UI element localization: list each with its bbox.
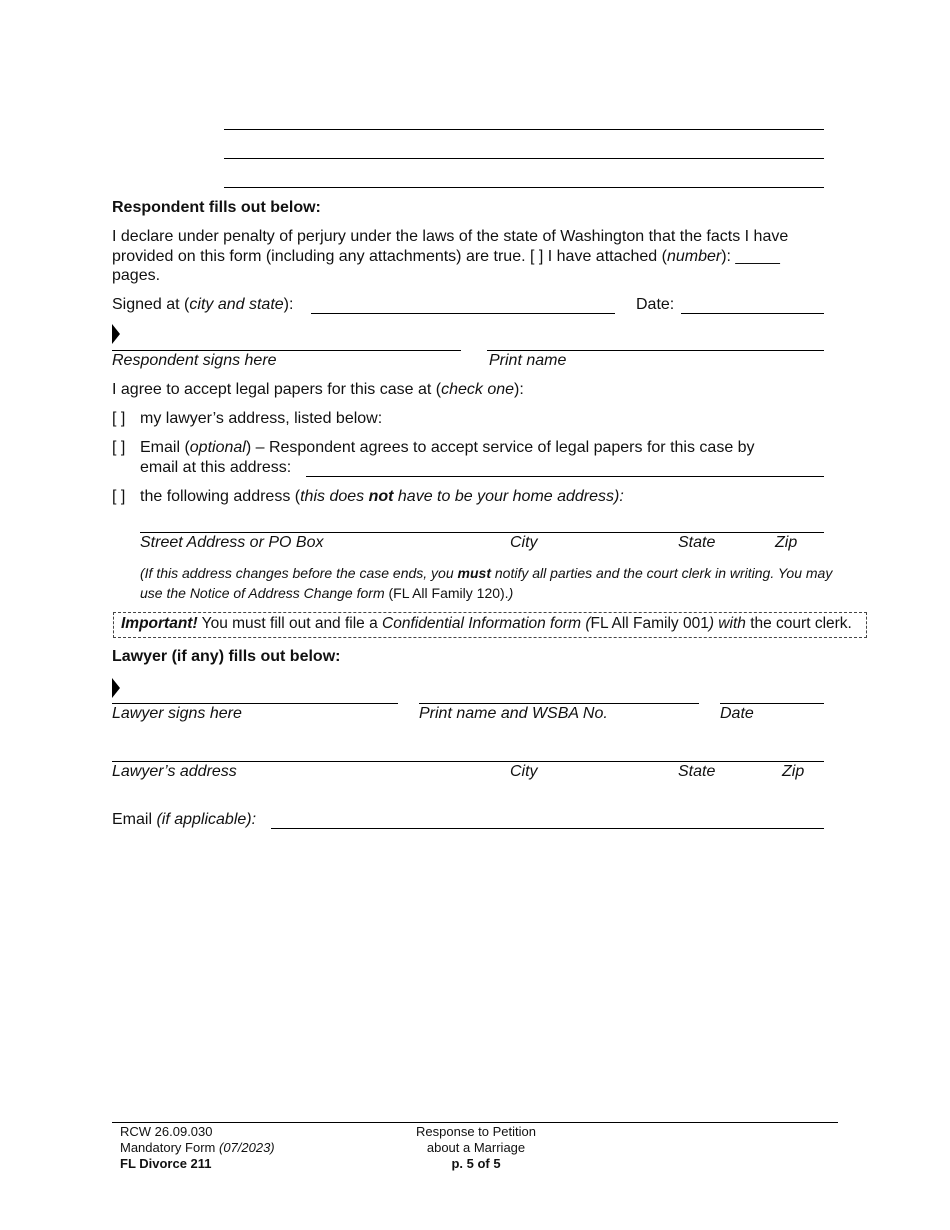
city-label: City: [510, 534, 538, 551]
footer-mandatory: Mandatory Form (07/2023): [120, 1140, 275, 1155]
lawyer-state-label: State: [678, 763, 716, 780]
address-change-note-line-1: (If this address changes before the case ends, you must notify all parties and the court clerk in writing. You may: [140, 565, 833, 581]
blank-line-2[interactable]: [224, 158, 824, 159]
respondent-signature-field[interactable]: [112, 350, 461, 351]
checkbox-following-address[interactable]: [ ]: [112, 488, 126, 505]
lawyer-address-field[interactable]: [112, 761, 824, 762]
checkbox-email[interactable]: [ ]: [112, 439, 126, 456]
sign-here-arrow-icon: [112, 324, 120, 344]
lawyer-signature-field[interactable]: [112, 703, 398, 704]
declaration-line-2: provided on this form (including any attachments) are true. [ ] I have attached (number): _____: [112, 248, 780, 265]
option-following-address: the following address (this does not have to be your home address):: [140, 488, 624, 505]
footer-rule: [112, 1122, 838, 1123]
footer-form-id: FL Divorce 211: [120, 1156, 212, 1171]
service-email-field[interactable]: [306, 476, 824, 477]
lawyer-zip-label: Zip: [782, 763, 805, 780]
service-intro: I agree to accept legal papers for this case at (check one):: [112, 381, 524, 398]
date-field[interactable]: [681, 313, 824, 314]
declaration-line-3: pages.: [112, 267, 161, 284]
option-email-line-2: email at this address:: [140, 459, 292, 476]
lawyer-signs-here-label: Lawyer signs here: [112, 705, 242, 722]
date-label: Date:: [636, 296, 675, 313]
lawyer-print-name-field[interactable]: [419, 703, 699, 704]
lawyer-date-label: Date: [720, 705, 754, 722]
declaration-line-1: I declare under penalty of perjury under the laws of the state of Washington that the facts I have: [112, 228, 789, 245]
signed-at-field[interactable]: [311, 313, 615, 314]
important-notice-text: Important! You must fill out and file a Confidential Information form (FL All Family 001) with the court clerk.: [121, 615, 852, 632]
lawyer-print-name-label: Print name and WSBA No.: [419, 705, 608, 722]
lawyer-heading: Lawyer (if any) fills out below:: [112, 648, 341, 665]
footer-title-1: Response to Petition: [416, 1124, 536, 1139]
lawyer-date-field[interactable]: [720, 703, 824, 704]
option-lawyer-address: my lawyer’s address, listed below:: [140, 410, 383, 427]
state-label: State: [678, 534, 716, 551]
blank-line-3[interactable]: [224, 187, 824, 188]
lawyer-address-label: Lawyer’s address: [112, 763, 237, 780]
respondent-print-name-field[interactable]: [487, 350, 824, 351]
lawyer-city-label: City: [510, 763, 538, 780]
respondent-print-name-label: Print name: [489, 352, 567, 369]
respondent-heading: Respondent fills out below:: [112, 199, 321, 216]
zip-label: Zip: [775, 534, 798, 551]
footer-rcw: RCW 26.09.030: [120, 1124, 213, 1139]
footer-page-number: p. 5 of 5: [451, 1156, 501, 1171]
signed-at-label: Signed at (city and state):: [112, 296, 294, 313]
respondent-signs-here-label: Respondent signs here: [112, 352, 277, 369]
lawyer-email-field[interactable]: [271, 828, 824, 829]
footer-title-2: about a Marriage: [426, 1140, 526, 1155]
footer-center: [376, 1124, 576, 1172]
footer-left: [120, 1124, 275, 1172]
street-address-label: Street Address or PO Box: [140, 534, 324, 551]
lawyer-sign-here-arrow-icon: [112, 678, 120, 698]
checkbox-lawyer-address[interactable]: [ ]: [112, 410, 126, 427]
service-address-field[interactable]: [140, 532, 824, 533]
blank-line-1[interactable]: [224, 129, 824, 130]
address-change-note-line-2: use the Notice of Address Change form (FL All Family 120).): [140, 585, 514, 601]
option-email-line-1: Email (optional) – Respondent agrees to accept service of legal papers for this case by: [140, 439, 755, 456]
lawyer-email-label: Email (if applicable):: [112, 811, 257, 828]
